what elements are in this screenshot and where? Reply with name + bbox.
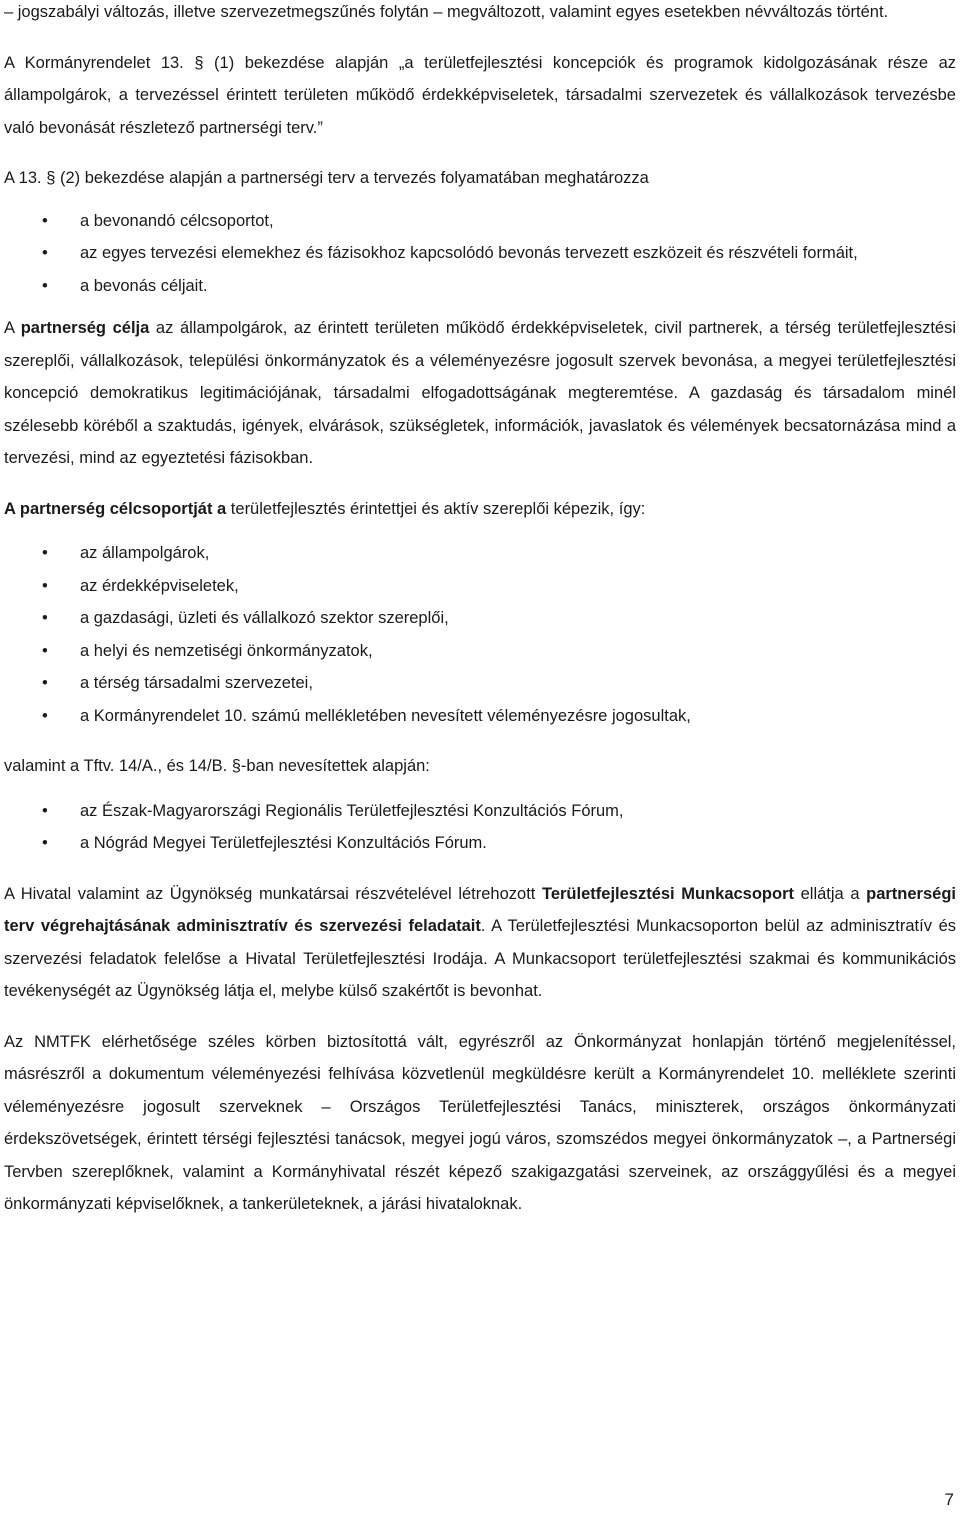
document-page bbox=[4, 0, 956, 1221]
paragraph-tftv: valamint a Tftv. 14/A., és 14/B. §-ban nevesítettek alapján: bbox=[4, 757, 430, 775]
list-item: • a helyi és nemzetiségi önkormányzatok, bbox=[4, 635, 956, 668]
paragraph-kormanyrendelet: A Kormányrendelet 13. § (1) bekezdése alapján „a területfejlesztési koncepciók és programok kidolgozásának része az állampolgárok, a tervezéssel érintett területen működő érdekképviseletek, társadalmi szervezetek és vállalkozások tervezésbe való bevonását részletező partnerségi terv.” bbox=[4, 53, 956, 137]
bullet-icon: • bbox=[42, 276, 48, 295]
bullet-list-partnersegi-terv bbox=[4, 205, 956, 303]
paragraph-partnersegi-terv: A 13. § (2) bekezdése alapján a partnerségi terv a tervezés folyamatában meghatározza bbox=[4, 169, 649, 187]
list-item: • az egyes tervezési elemekhez és fázisokhoz kapcsolódó bevonás tervezett eszközeit és részvételi formáit, bbox=[4, 237, 956, 270]
bullet-icon: • bbox=[42, 834, 48, 852]
list-item: • az érdekképviseletek, bbox=[4, 570, 956, 603]
list-item: • a Kormányrendelet 10. számú mellékletében nevesített véleményezésre jogosultak, bbox=[4, 700, 956, 733]
bullet-icon: • bbox=[42, 211, 48, 230]
bullet-list-forumok bbox=[4, 795, 956, 860]
paragraph-intro: – jogszabályi változás, illetve szervezetmegszűnés folytán – megváltozott, valamint egyes esetekben névváltozás történt. bbox=[4, 3, 889, 21]
list-item: • a Nógrád Megyei Területfejlesztési Konzultációs Fórum. bbox=[4, 827, 956, 860]
list-item: • a gazdasági, üzleti és vállalkozó szektor szereplői, bbox=[4, 602, 956, 635]
list-item: • az Észak-Magyarországi Regionális Területfejlesztési Konzultációs Fórum, bbox=[4, 795, 956, 828]
list-item: • a térség társadalmi szervezetei, bbox=[4, 667, 956, 700]
list-item: • a bevonás céljait. bbox=[4, 270, 956, 303]
bullet-icon: • bbox=[42, 609, 48, 627]
list-item: • az állampolgárok, bbox=[4, 537, 956, 570]
paragraph-nmtfk: Az NMTFK elérhetősége széles körben biztosítottá vált, egyrészről az Önkormányzat honlapján történő megjelenítéssel, másrészről a dokumentum véleményezési felhívása közvetlenül megküldésre került a Kormányrendelet 10. melléklete szerinti véleményezésre jogosult szerveknek – Országos Területfejlesztési Tanács, miniszterek, országos önkormányzati érdekszövetségek, érintett térségi fejlesztési tanácsok, megyei jogú város, szomszédos megyei önkormányzatok –, a Partnerségi Tervben szereplőknek, valamint a Kormányhivatal részét képező szakigazgatási szerveinek, az országgyűlési és a megyei önkormányzati képviselőknek, a tankerületeknek, a járási hivataloknak. bbox=[4, 1032, 956, 1213]
bullet-icon: • bbox=[42, 706, 48, 725]
page-number: 7 bbox=[944, 1490, 954, 1509]
bullet-icon: • bbox=[42, 544, 48, 562]
paragraph-partnerseg-celja: A partnerség célja az állampolgárok, az érintett területen működő érdekképviseletek, civil partnerek, a térség területfejlesztési szereplői, vállalkozások, települési önkormányzatok és a véleményezésre jogosult szervek bevonása, a megyei területfejlesztési koncepció demokratikus legitimációjának, társadalmi elfogadottságának megteremtése. A gazdaság és társadalom minél szélesebb köréből a szaktudás, igények, elvárások, szükségletek, információk, javaslatok és vélemények becsatornázása mind a tervezési, mind az egyeztetési fázisokban. bbox=[4, 319, 956, 467]
bullet-icon: • bbox=[42, 576, 48, 595]
bullet-list-celcsoport bbox=[4, 537, 956, 732]
paragraph-celcsoport: A partnerség célcsoportját a területfejlesztés érintettjei és aktív szereplői képezik, így: bbox=[4, 499, 646, 518]
bullet-icon: • bbox=[42, 641, 48, 660]
bullet-icon: • bbox=[42, 801, 48, 820]
paragraph-munkacsoport: A Hivatal valamint az Ügynökség munkatársai részvételével létrehozott Területfejlesztési Munkacsoport ellátja a partnerségi terv végrehajtásának adminisztratív és szervezési feladatait. A Területfejlesztési Munkacsoporton belül az adminisztratív és szervezési feladatok felelőse a Hivatal Területfejlesztési Irodája. A Munkacsoport területfejlesztési szakmai és kommunikációs tevékenységét az Ügynökség látja el, melybe külső szakértőt is bevonhat. bbox=[4, 884, 956, 1000]
list-item: • a bevonandó célcsoportot, bbox=[4, 205, 956, 238]
bullet-icon: • bbox=[42, 244, 48, 262]
bullet-icon: • bbox=[42, 674, 48, 692]
